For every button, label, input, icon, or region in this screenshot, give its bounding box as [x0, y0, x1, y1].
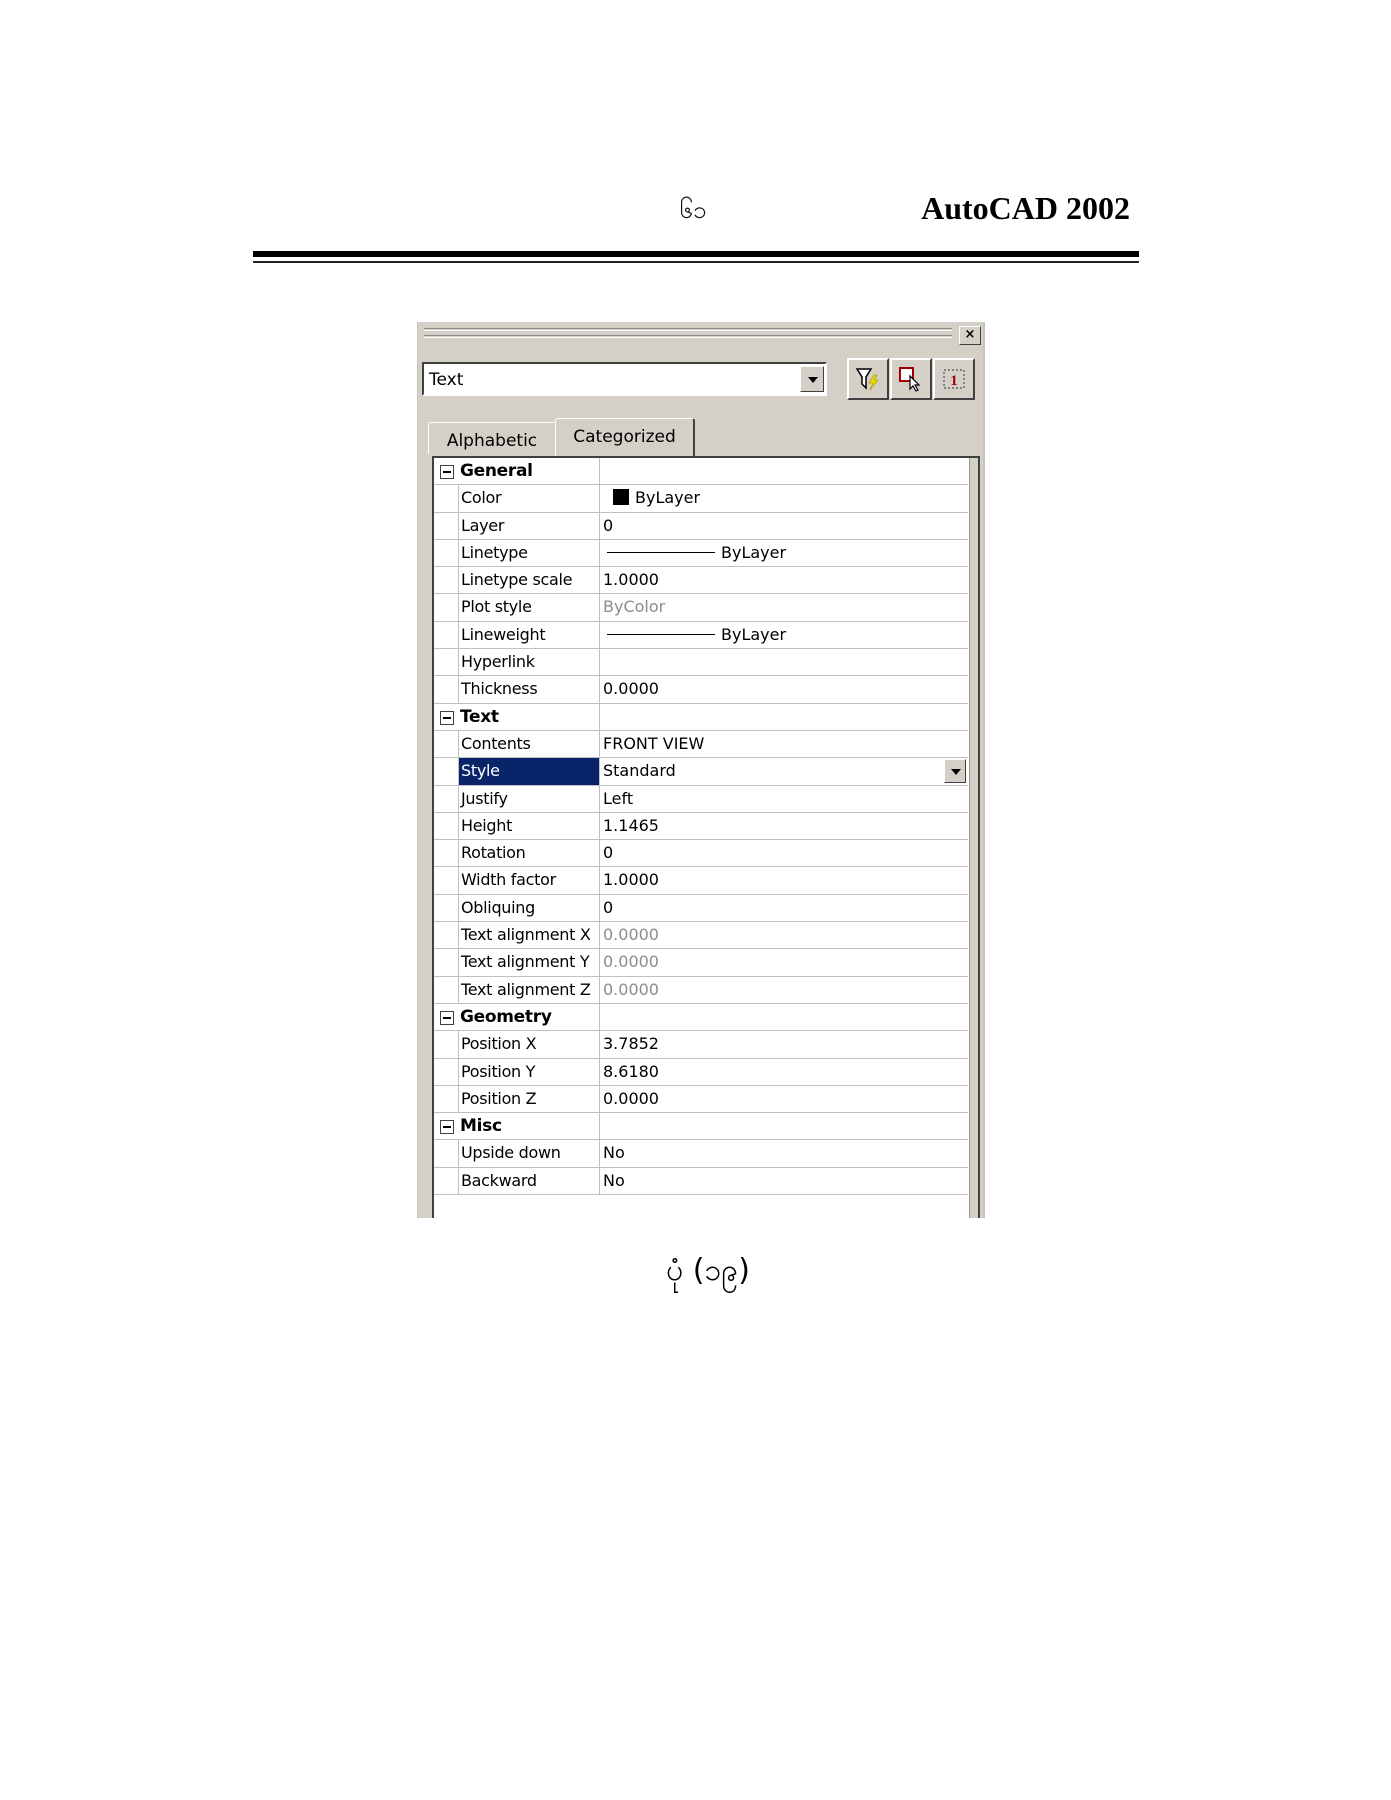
page-number: ၆၁	[679, 196, 707, 224]
palette-grip-bar[interactable]	[424, 335, 952, 338]
property-value: 0.0000	[603, 925, 659, 945]
property-label: Linetype scale	[458, 567, 600, 593]
property-value[interactable]: Left	[603, 788, 634, 808]
category-geometry[interactable]	[434, 1004, 968, 1031]
quick-select-button[interactable]	[847, 358, 889, 400]
property-label: Text alignment Y	[458, 949, 600, 975]
property-row[interactable]	[434, 813, 968, 840]
property-row[interactable]	[434, 649, 968, 676]
property-label: Position Z	[458, 1086, 600, 1112]
property-label: Style	[458, 758, 600, 784]
palette-grip-bar[interactable]	[424, 328, 952, 331]
category-label: Misc	[458, 1113, 600, 1139]
property-label: Thickness	[458, 676, 600, 702]
collapse-icon[interactable]	[440, 465, 454, 479]
property-row[interactable]	[434, 731, 968, 758]
object-type-dropdown[interactable]	[422, 362, 827, 396]
property-grid	[432, 456, 980, 1218]
property-row[interactable]	[434, 922, 968, 949]
lineweight-sample-icon	[607, 634, 715, 635]
property-value[interactable]: 3.7852	[603, 1034, 659, 1054]
category-label: Text	[458, 704, 600, 730]
property-row[interactable]	[434, 1086, 968, 1113]
property-label: Hyperlink	[458, 649, 600, 675]
property-label: Rotation	[458, 840, 600, 866]
property-value[interactable]	[600, 649, 968, 675]
object-type-value: Text	[429, 370, 464, 390]
book-title: AutoCAD 2002	[921, 190, 1130, 226]
property-row[interactable]	[434, 1168, 968, 1195]
properties-palette	[417, 322, 985, 1218]
property-row[interactable]	[434, 540, 968, 567]
close-icon: ×	[964, 327, 976, 342]
collapse-icon[interactable]	[440, 1011, 454, 1025]
color-swatch-icon	[613, 489, 629, 505]
property-row[interactable]	[434, 676, 968, 703]
property-value[interactable]: 1.0000	[603, 570, 659, 590]
property-value[interactable]: 0	[603, 515, 614, 535]
property-row[interactable]	[434, 895, 968, 922]
property-value-dropdown[interactable]: Standard	[600, 758, 968, 784]
property-row[interactable]	[434, 840, 968, 867]
tab-categorized[interactable]: Categorized	[555, 418, 695, 456]
property-row[interactable]	[434, 485, 968, 512]
category-misc[interactable]	[434, 1113, 968, 1140]
property-row[interactable]	[434, 1140, 968, 1167]
property-label: Text alignment X	[458, 922, 600, 948]
property-row[interactable]	[434, 1059, 968, 1086]
property-value[interactable]: 8.6180	[603, 1061, 659, 1081]
property-label: Layer	[458, 513, 600, 539]
category-label: General	[458, 458, 600, 484]
property-value[interactable]: ByLayer	[600, 540, 968, 566]
property-label: Justify	[458, 786, 600, 812]
property-row[interactable]	[434, 622, 968, 649]
property-value[interactable]: 0.0000	[603, 1088, 659, 1108]
property-value[interactable]: 0.0000	[603, 679, 659, 699]
property-label: Color	[458, 485, 600, 511]
close-button[interactable]	[959, 326, 981, 345]
category-text[interactable]	[434, 704, 968, 731]
category-general[interactable]	[434, 458, 968, 485]
property-label: Height	[458, 813, 600, 839]
property-label: Upside down	[458, 1140, 600, 1166]
property-label: Backward	[458, 1168, 600, 1194]
property-label: Plot style	[458, 594, 600, 620]
header-rule-thick	[253, 251, 1139, 257]
property-label: Contents	[458, 731, 600, 757]
select-objects-icon	[898, 366, 924, 392]
property-row[interactable]	[434, 594, 968, 621]
select-objects-button[interactable]	[890, 358, 932, 400]
property-label: Obliquing	[458, 895, 600, 921]
chevron-down-icon[interactable]	[944, 759, 966, 783]
property-row[interactable]	[434, 567, 968, 594]
toggle-pickadd-icon	[941, 366, 967, 392]
property-value[interactable]: FRONT VIEW	[603, 733, 705, 753]
toggle-pickadd-button[interactable]	[933, 358, 975, 400]
property-label: Position X	[458, 1031, 600, 1057]
property-label: Text alignment Z	[458, 977, 600, 1003]
property-label: Lineweight	[458, 622, 600, 648]
property-value[interactable]: 1.0000	[603, 870, 659, 890]
property-value: 0.0000	[603, 952, 659, 972]
quick-select-icon	[855, 366, 881, 392]
property-label: Position Y	[458, 1059, 600, 1085]
svg-text:1: 1	[950, 373, 958, 389]
property-value[interactable]: 1.1465	[603, 815, 659, 835]
property-row-selected[interactable]	[434, 758, 968, 785]
property-row[interactable]	[434, 867, 968, 894]
property-row[interactable]	[434, 786, 968, 813]
category-label: Geometry	[458, 1004, 600, 1030]
property-value[interactable]: ByLayer	[600, 485, 968, 511]
property-label: Linetype	[458, 540, 600, 566]
property-value[interactable]: No	[603, 1143, 625, 1163]
property-value[interactable]: ByLayer	[600, 622, 968, 648]
linetype-sample-icon	[607, 552, 715, 553]
property-value[interactable]: 0	[603, 897, 614, 917]
property-value[interactable]: No	[603, 1170, 625, 1190]
property-value: ByColor	[603, 597, 666, 617]
header-rule-thin	[253, 261, 1139, 263]
collapse-icon[interactable]	[440, 711, 454, 725]
property-value: 0.0000	[603, 979, 659, 999]
tab-alphabetic[interactable]: Alphabetic	[428, 422, 556, 454]
property-value[interactable]: 0	[603, 843, 614, 863]
property-row[interactable]	[434, 977, 968, 1004]
property-row[interactable]	[434, 513, 968, 540]
figure-caption: ပုံ (၁၉)	[666, 1253, 750, 1288]
property-row[interactable]	[434, 1031, 968, 1058]
collapse-icon[interactable]	[440, 1120, 454, 1134]
property-row[interactable]	[434, 949, 968, 976]
property-label: Width factor	[458, 867, 600, 893]
chevron-down-icon[interactable]	[800, 366, 824, 392]
